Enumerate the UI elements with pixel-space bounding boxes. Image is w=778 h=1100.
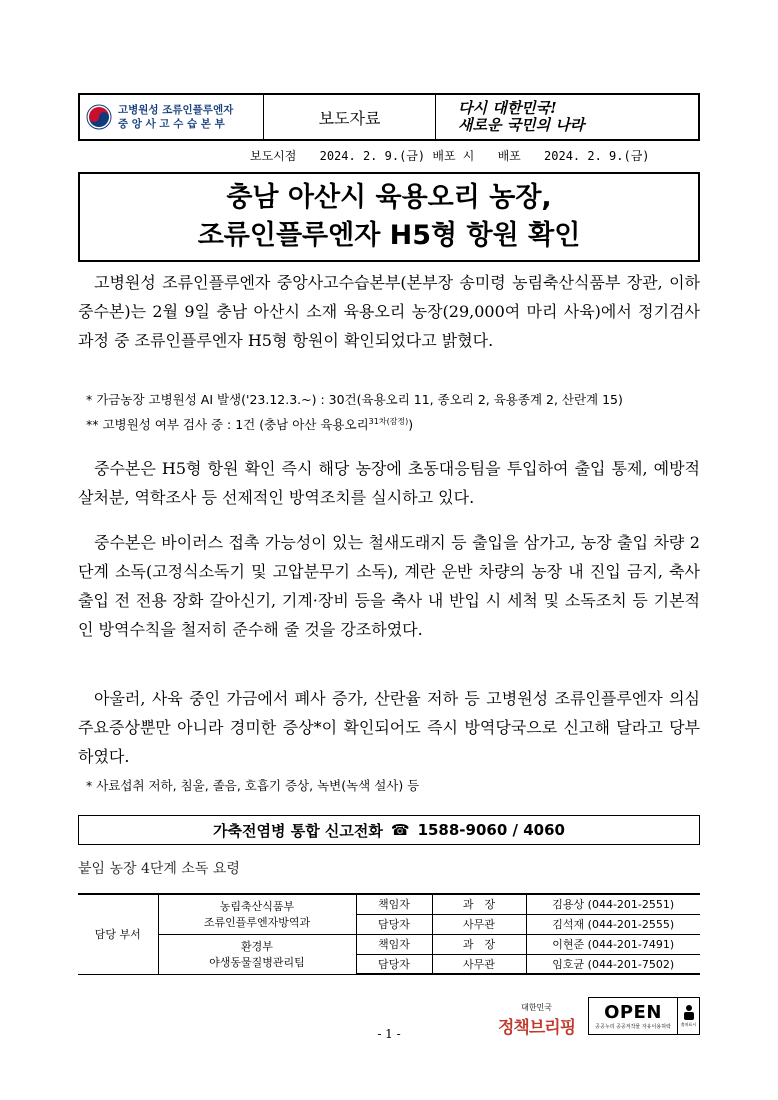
person-cell: 임호균 (044-201-7502) (526, 954, 700, 974)
org-name-line2: 중 앙 사 고 수 습 본 부 (118, 118, 225, 130)
press-header (78, 93, 700, 141)
person-icon (682, 1004, 696, 1022)
hotline-box (78, 815, 700, 845)
release-time-value: 2024. 2. 9.(금) 배포 시 (319, 149, 475, 163)
person-cell: 이현준 (044-201-7491) (526, 934, 700, 954)
doc-type-label: 보도자료 (264, 95, 436, 139)
release-time-label: 보도시점 (250, 149, 297, 163)
policy-briefing-small: 대한민국 (521, 1003, 553, 1012)
position-cell: 사무관 (432, 914, 526, 934)
policy-briefing-name: 정책브리핑 (498, 1018, 576, 1038)
attribution-label: 출처표시 (680, 1022, 697, 1027)
dept-header-cell: 담당 부서 (78, 894, 158, 974)
dept-line2: 조류인플루엔자방역과 (203, 916, 311, 930)
headline-line1: 충남 아산시 육용오리 농장, (226, 182, 552, 213)
footnote-outbreak-count: * 가금농장 고병원성 AI 발생('23.12.3.~) : 30건(육용오리 11, 종오리 2, 육용종계 2, 산란계 15) (86, 392, 623, 407)
role-cell: 담당자 (356, 954, 432, 974)
dept-cell (158, 934, 356, 974)
dept-line1: 환경부 (241, 940, 273, 953)
org-logo-block (80, 95, 264, 139)
dept-line2: 야생동물질병관리팀 (209, 956, 305, 969)
government-emblem-icon (86, 104, 112, 130)
body-paragraph-2: 중수본은 H5형 항원 확인 즉시 해당 농장에 초동대응팀을 투입하여 출입 통제, 예방적 살처분, 역학조사 등 선제적인 방역조치를 실시하고 있다. (78, 459, 700, 507)
headline-box (78, 172, 700, 262)
person-cell: 김용상 (044-201-2551) (526, 894, 700, 914)
position-cell: 과 장 (432, 894, 526, 914)
page-number: - 1 - (377, 1027, 401, 1041)
footnote-under-test-main: ** 고병원성 여부 검사 중 : 1건 (충남 아산 육용오리 (86, 417, 369, 433)
telephone-icon: ☎ (390, 821, 410, 839)
person-cell: 김석재 (044-201-2555) (526, 914, 700, 934)
open-subtitle: 공공누리 공공저작물 자유이용허락 (595, 1024, 671, 1030)
slogan-line2: 새로운 국민의 나라 (458, 116, 585, 134)
slogan-line1: 다시 대한민국! (458, 99, 557, 117)
role-cell: 책임자 (356, 934, 432, 954)
release-info (250, 147, 666, 164)
role-cell: 담당자 (356, 914, 432, 934)
footnote-under-test (86, 412, 700, 435)
hotline-label: 가축전염병 통합 신고전화 (213, 821, 383, 840)
dept-line1: 농림축산식품부 (219, 900, 295, 914)
attachment-note: 붙임 농장 4단계 소독 요령 (78, 861, 240, 877)
dept-cell (158, 894, 356, 934)
role-cell: 책임자 (356, 894, 432, 914)
footnote-under-test-end: ) (408, 417, 414, 433)
headline-line2: 조류인플루엔자 H5형 항원 확인 (197, 220, 581, 251)
body-paragraph-1: 고병원성 조류인플루엔자 중앙사고수습본부(본부장 송미령 농림축산식품부 장관, 이하 중수본)는 2월 9일 충남 아산시 소재 육용오리 농장(29,000여 마리 사육)에서 정기검사 과정 중 조류인플루엔자 H5형 항원이 확인되었다고 밝혔다. (78, 273, 700, 350)
position-cell: 과 장 (432, 934, 526, 954)
contact-table (78, 893, 700, 975)
table-row (78, 934, 700, 954)
slogan-block (436, 95, 698, 139)
distribution-label: 배포 (497, 149, 521, 163)
hotline-numbers: 1588-9060 / 4060 (417, 821, 565, 839)
open-word: OPEN (604, 1002, 662, 1023)
distribution-value: 2024. 2. 9.(금) (544, 149, 650, 163)
position-cell: 사무관 (432, 954, 526, 974)
org-name-line1: 고병원성 조류인플루엔자 (118, 104, 234, 116)
table-row (78, 894, 700, 914)
body-paragraph-4: 아울러, 사육 중인 가금에서 폐사 증가, 산란율 저하 등 고병원성 조류인플루엔자 의심 주요증상뿐만 아니라 경미한 증상*이 확인되어도 즉시 방역당국으로 신고해 달라고 당부하였다. (78, 689, 700, 766)
body-paragraph-3: 중수본은 바이러스 접촉 가능성이 있는 철새도래지 등 출입을 삼가고, 농장 출입 차량 2단계 소독(고정식소독기 및 고압분무기 소독), 계란 운반 차량의 농장 내 진입 금지, 축사 출입 전 전용 장화 갈아신기, 기계·장비 등을 축사 내 반입 시 세척 및 소독조치 등 기본적인 방역수칙을 철저히 준수해 줄 것을 강조하였다. (78, 533, 700, 639)
footnote-under-test-sup: 31차(잠정) (368, 417, 409, 426)
footnote-mild-symptoms: * 사료섭취 저하, 침울, 졸음, 호흡기 증상, 녹변(녹색 설사) 등 (86, 778, 420, 793)
